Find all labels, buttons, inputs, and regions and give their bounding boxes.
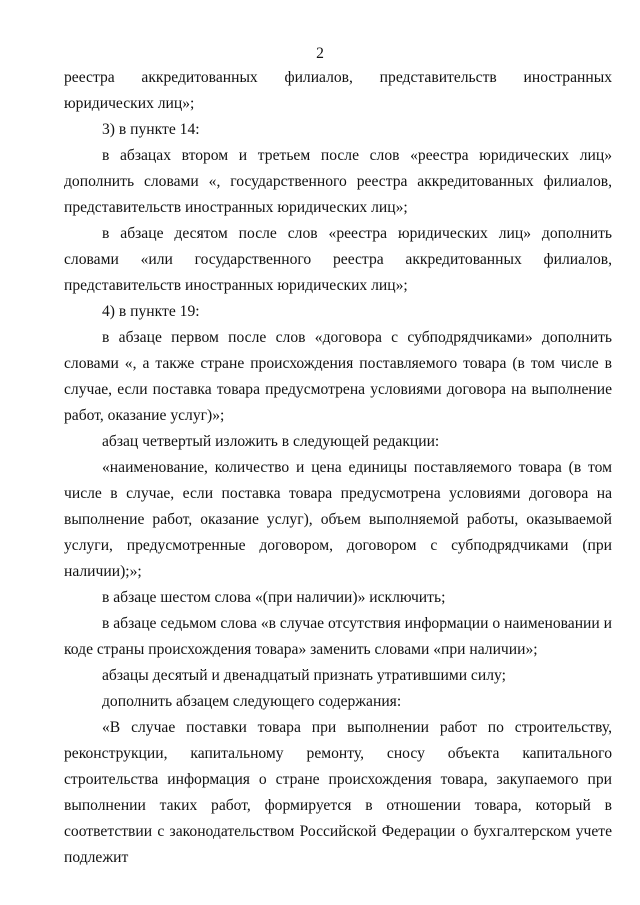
paragraph-new-abzats-text: «В случае поставки товара при выполнении работ по строительству, реконструкции, капитальному ремонту, сносу объекта капитального строительства информация о стране происхождения товара, закупаемого при выполнении таких работ, формируется в отношении товара, который в соответствии с законодательством Российской Федерации о бухгалтерском учете подлежит	[64, 719, 612, 866]
paragraph-amendment-abzats-7: в абзаце седьмом слова «в случае отсутствия информации о наименовании и коде страны происхождения товара» заменить словами «при наличии»;	[64, 615, 612, 658]
paragraph-item-3-heading: 3) в пункте 14:	[102, 121, 200, 138]
paragraph-amendment-abzats-10: в абзаце десятом после слов «реестра юридических лиц» дополнить словами «или государственного реестра аккредитованных филиалов, представительств иностранных юридических лиц»;	[64, 225, 612, 294]
paragraph-item-4-heading: 4) в пункте 19:	[102, 303, 200, 320]
paragraph-abzats-4-new-wording: «наименование, количество и цена единицы поставляемого товара (в том числе в случае, если поставка товара предусмотрена условиями договора на выполнение работ, оказание услуг), объем выполняемой работы, оказываемой услуги, предусмотренные договором, договором с субподрядчиками (при наличии);»;	[64, 459, 612, 580]
paragraph-amendment-abzats-6: в абзаце шестом слова «(при наличии)» исключить;	[102, 589, 446, 606]
paragraph-abzats-4-new-wording-intro: абзац четвертый изложить в следующей редакции:	[102, 433, 440, 450]
paragraph-amendment-abzatsy-2-3: в абзацах втором и третьем после слов «реестра юридических лиц» дополнить словами «, государственного реестра аккредитованных филиалов, представительств иностранных юридических лиц»;	[64, 147, 612, 216]
paragraph-amendment-abzats-1: в абзаце первом после слов «договора с субподрядчиками» дополнить словами «, а также стране происхождения поставляемого товара (в том числе в случае, если поставка товара предусмотрена условиями договора на выполнение работ, оказание услуг)»;	[64, 329, 612, 424]
paragraph-repeal-abzatsy-10-12: абзацы десятый и двенадцатый признать утратившими силу;	[102, 667, 506, 684]
page-number: 2	[316, 45, 324, 62]
paragraph-continuation: реестра аккредитованных филиалов, представительств иностранных юридических лиц»;	[64, 69, 612, 112]
document-body	[64, 65, 612, 871]
paragraph-add-abzats-intro: дополнить абзацем следующего содержания:	[102, 693, 402, 710]
